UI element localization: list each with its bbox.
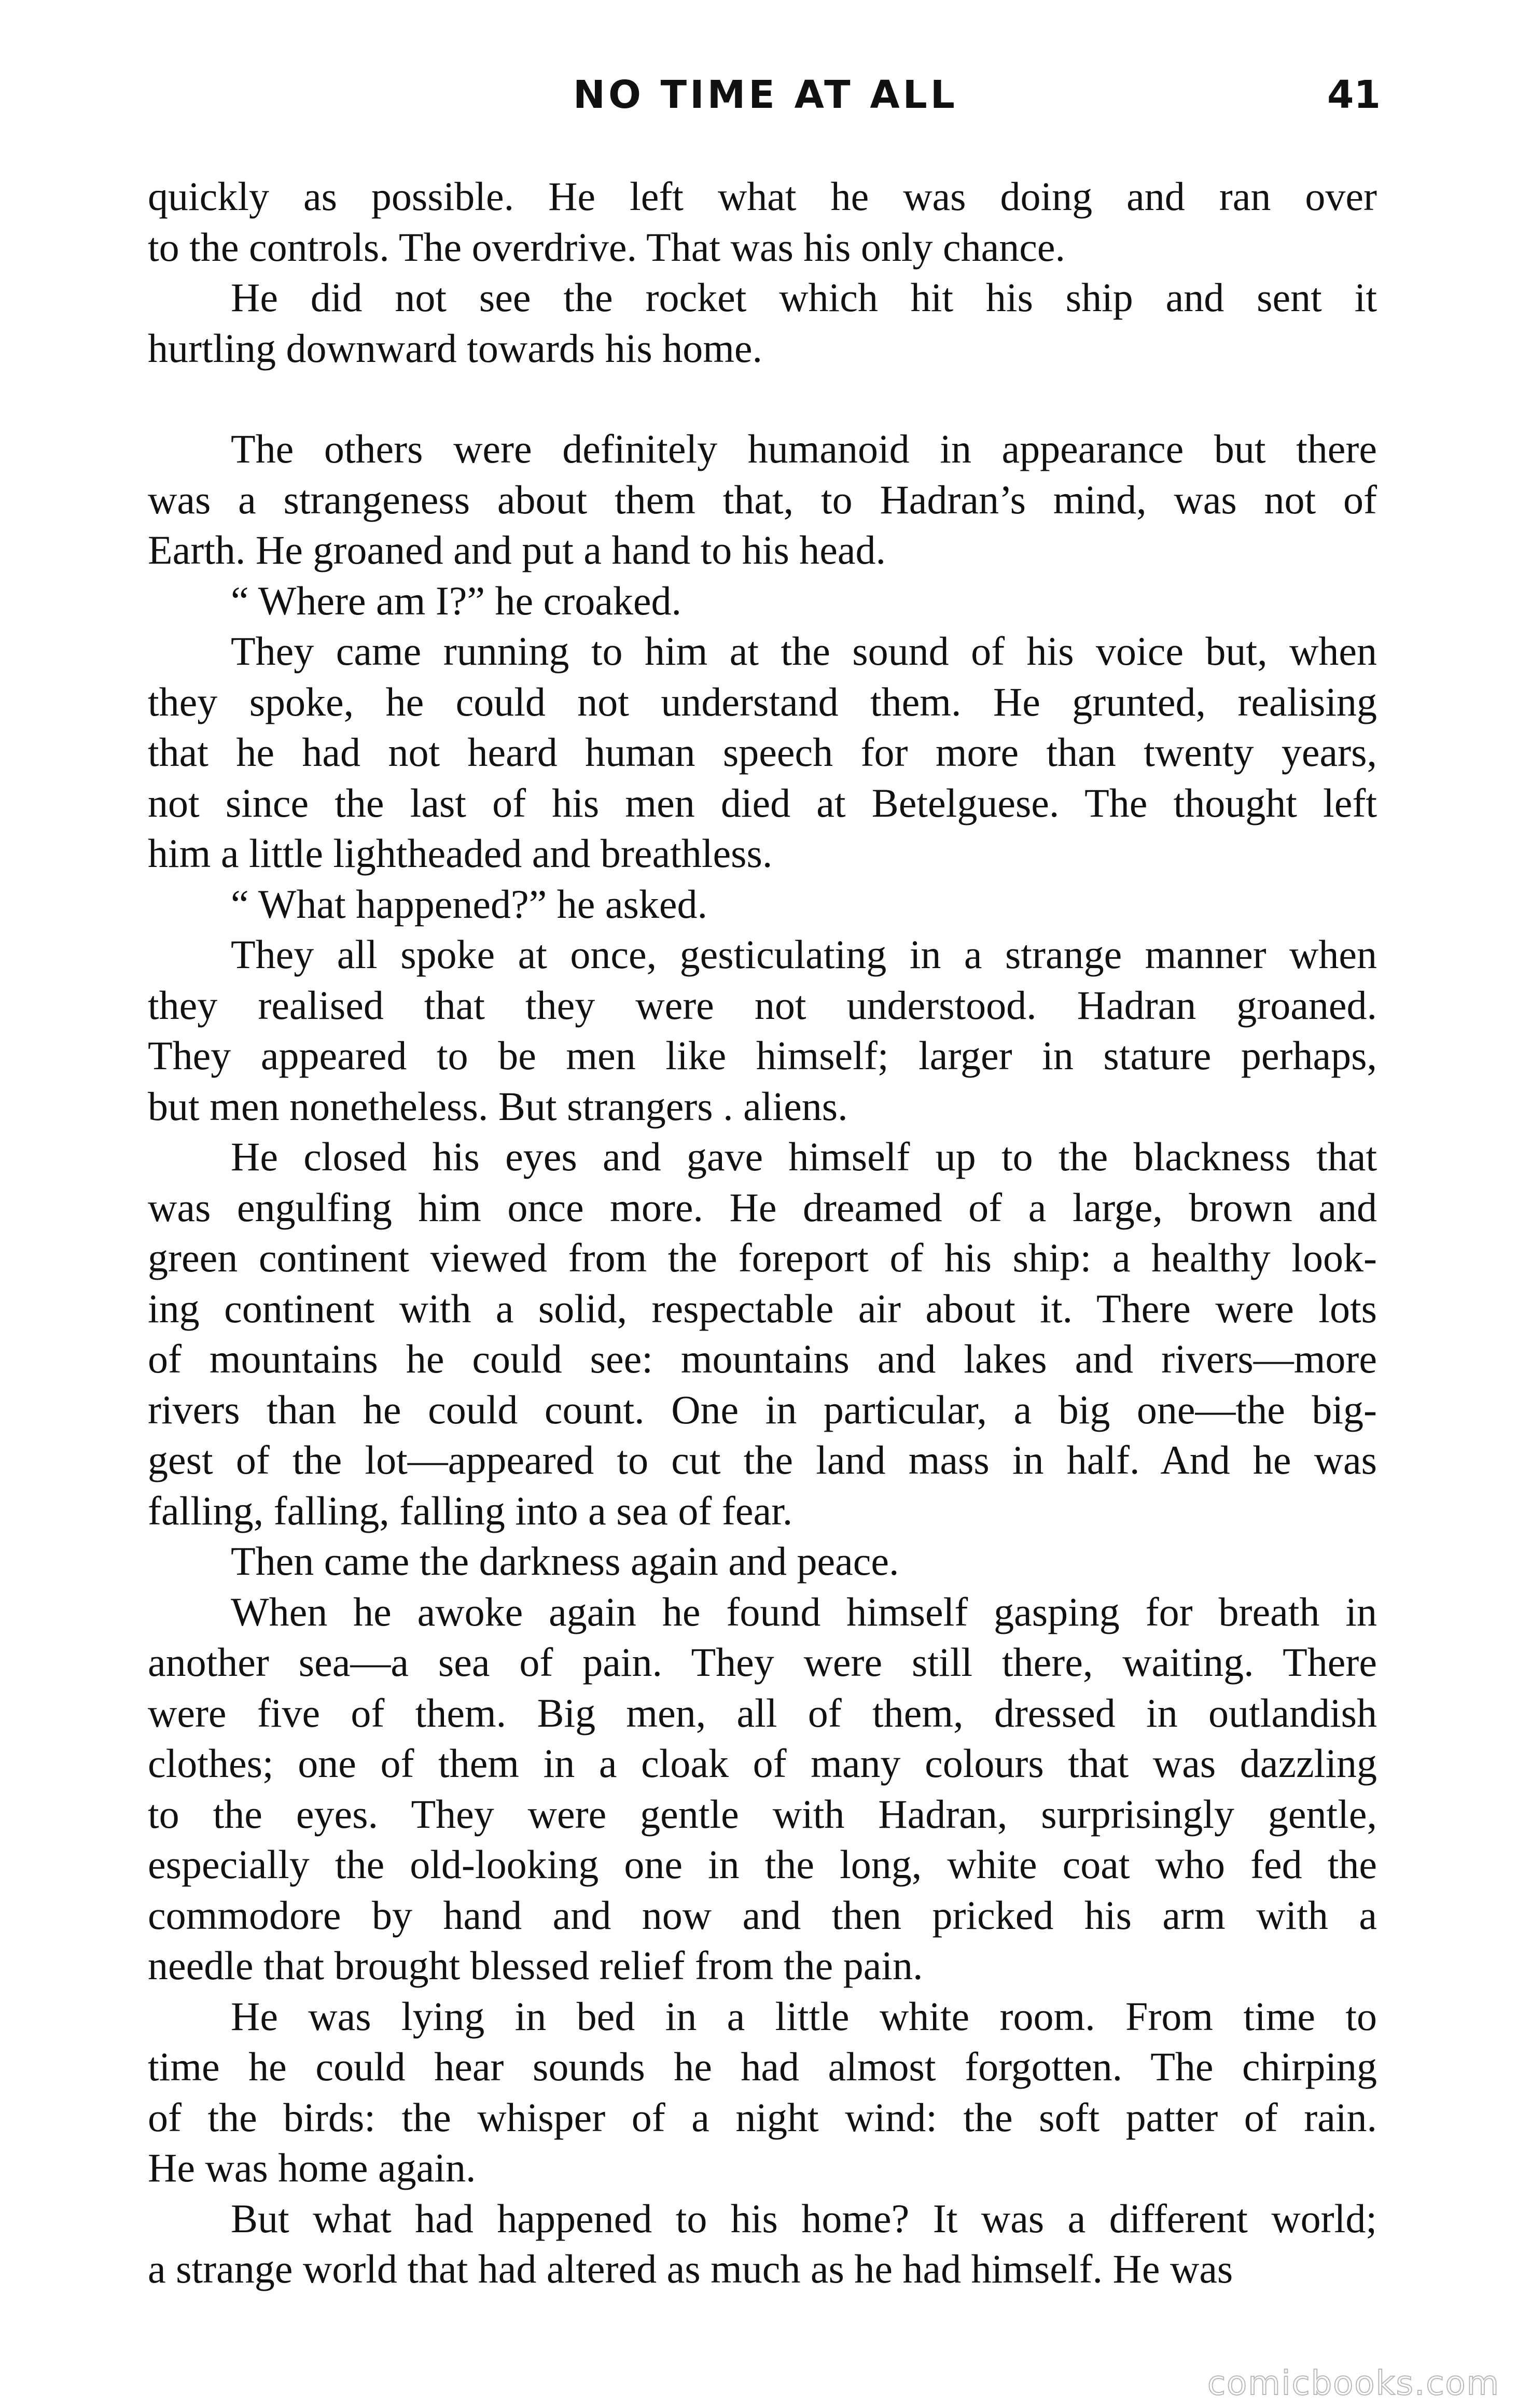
text-line: They came running to him at the sound of his voice but, when [231,628,1377,674]
text-line: When he awoke again he found himself gasping for breath in [231,1589,1377,1634]
running-head [150,73,1381,130]
paragraph [148,1131,1377,1536]
paragraph [148,1587,1377,1991]
text-line: was engulfing him once more. He dreamed of a large, brown and [148,1184,1377,1230]
text-line: time he could hear sounds he had almost forgotten. The chirping [148,2044,1377,2089]
chapter-title: NO TIME AT ALL [573,73,958,117]
section-break [148,373,1377,424]
paragraph [148,626,1377,879]
text-line: He was lying in bed in a little white room. From time to [231,1993,1377,2039]
text-line: were five of them. Big men, all of them, dressed in outlandish [148,1690,1377,1735]
text-line: Earth. He groaned and put a hand to his head. [148,527,886,572]
text-line: they spoke, he could not understand them. He grunted, realising [148,679,1377,724]
text-line: to the controls. The overdrive. That was his only chance. [148,224,1065,270]
page-number: 41 [1327,73,1381,117]
text-line: The others were definitely humanoid in appearance but there [231,426,1377,471]
text-line: “ Where am I?” he croaked. [231,578,682,623]
text-line: needle that brought blessed relief from the pain. [148,1943,923,1988]
text-line: ing continent with a solid, respectable air about it. There were lots [148,1285,1377,1331]
text-line: They appeared to be men like himself; larger in stature perhaps, [148,1033,1377,1078]
text-line: him a little lightheaded and breathless. [148,831,773,876]
text-line: They all spoke at once, gesticulating in a strange manner when [231,932,1377,977]
text-line: especially the old-looking one in the long, white coat who fed the [148,1842,1377,1887]
text-line: falling, falling, falling into a sea of fear. [148,1488,793,1533]
text-line: gest of the lot—appeared to cut the land mass in half. And he was [148,1437,1377,1482]
text-line: Then came the darkness again and peace. [231,1538,899,1584]
text-line: was a strangeness about them that, to Hadran’s mind, was not of [148,477,1377,522]
text-line: He did not see the rocket which hit his ship and sent it [231,275,1377,320]
text-line: a strange world that had altered as much as he had himself. He was [148,2246,1233,2291]
paragraph [148,2193,1377,2294]
paragraph [148,576,1377,626]
text-line: to the eyes. They were gentle with Hadran, surprisingly gentle, [148,1791,1377,1837]
paragraph [148,424,1377,576]
text-line: of mountains he could see: mountains and lakes and rivers—more [148,1336,1377,1381]
text-line: clothes; one of them in a cloak of many colours that was dazzling [148,1741,1377,1786]
text-line: they realised that they were not understood. Hadran groaned. [148,982,1377,1028]
text-line: that he had not heard human speech for more than twenty years, [148,730,1377,775]
text-line: He closed his eyes and gave himself up to the blackness that [231,1134,1377,1179]
paragraph [148,929,1377,1131]
text-line: green continent viewed from the foreport of his ship: a healthy look- [148,1235,1377,1280]
text-line: commodore by hand and now and then pricked his arm with a [148,1892,1377,1938]
text-line: rivers than he could count. One in particular, a big one—the big- [148,1387,1377,1432]
text-line: hurtling downward towards his home. [148,325,763,371]
text-line: But what had happened to his home? It was a different world; [231,2195,1377,2241]
watermark: comicbooks.com [1207,2364,1500,2403]
text-line: He was home again. [148,2145,476,2190]
body-text [148,171,1377,2294]
paragraph [148,171,1377,272]
text-line: of the birds: the whisper of a night wind: the soft patter of rain. [148,2094,1377,2140]
paragraph [148,1536,1377,1587]
text-line: but men nonetheless. But strangers . aliens. [148,1083,848,1129]
text-line: another sea—a sea of pain. They were still there, waiting. There [148,1640,1377,1685]
text-line: “ What happened?” he asked. [231,881,707,927]
text-line: not since the last of his men died at Betelguese. The thought left [148,780,1377,825]
text-line: quickly as possible. He left what he was doing and ran over [148,174,1377,219]
paragraph [148,272,1377,373]
paragraph [148,1991,1377,2193]
paragraph [148,879,1377,930]
